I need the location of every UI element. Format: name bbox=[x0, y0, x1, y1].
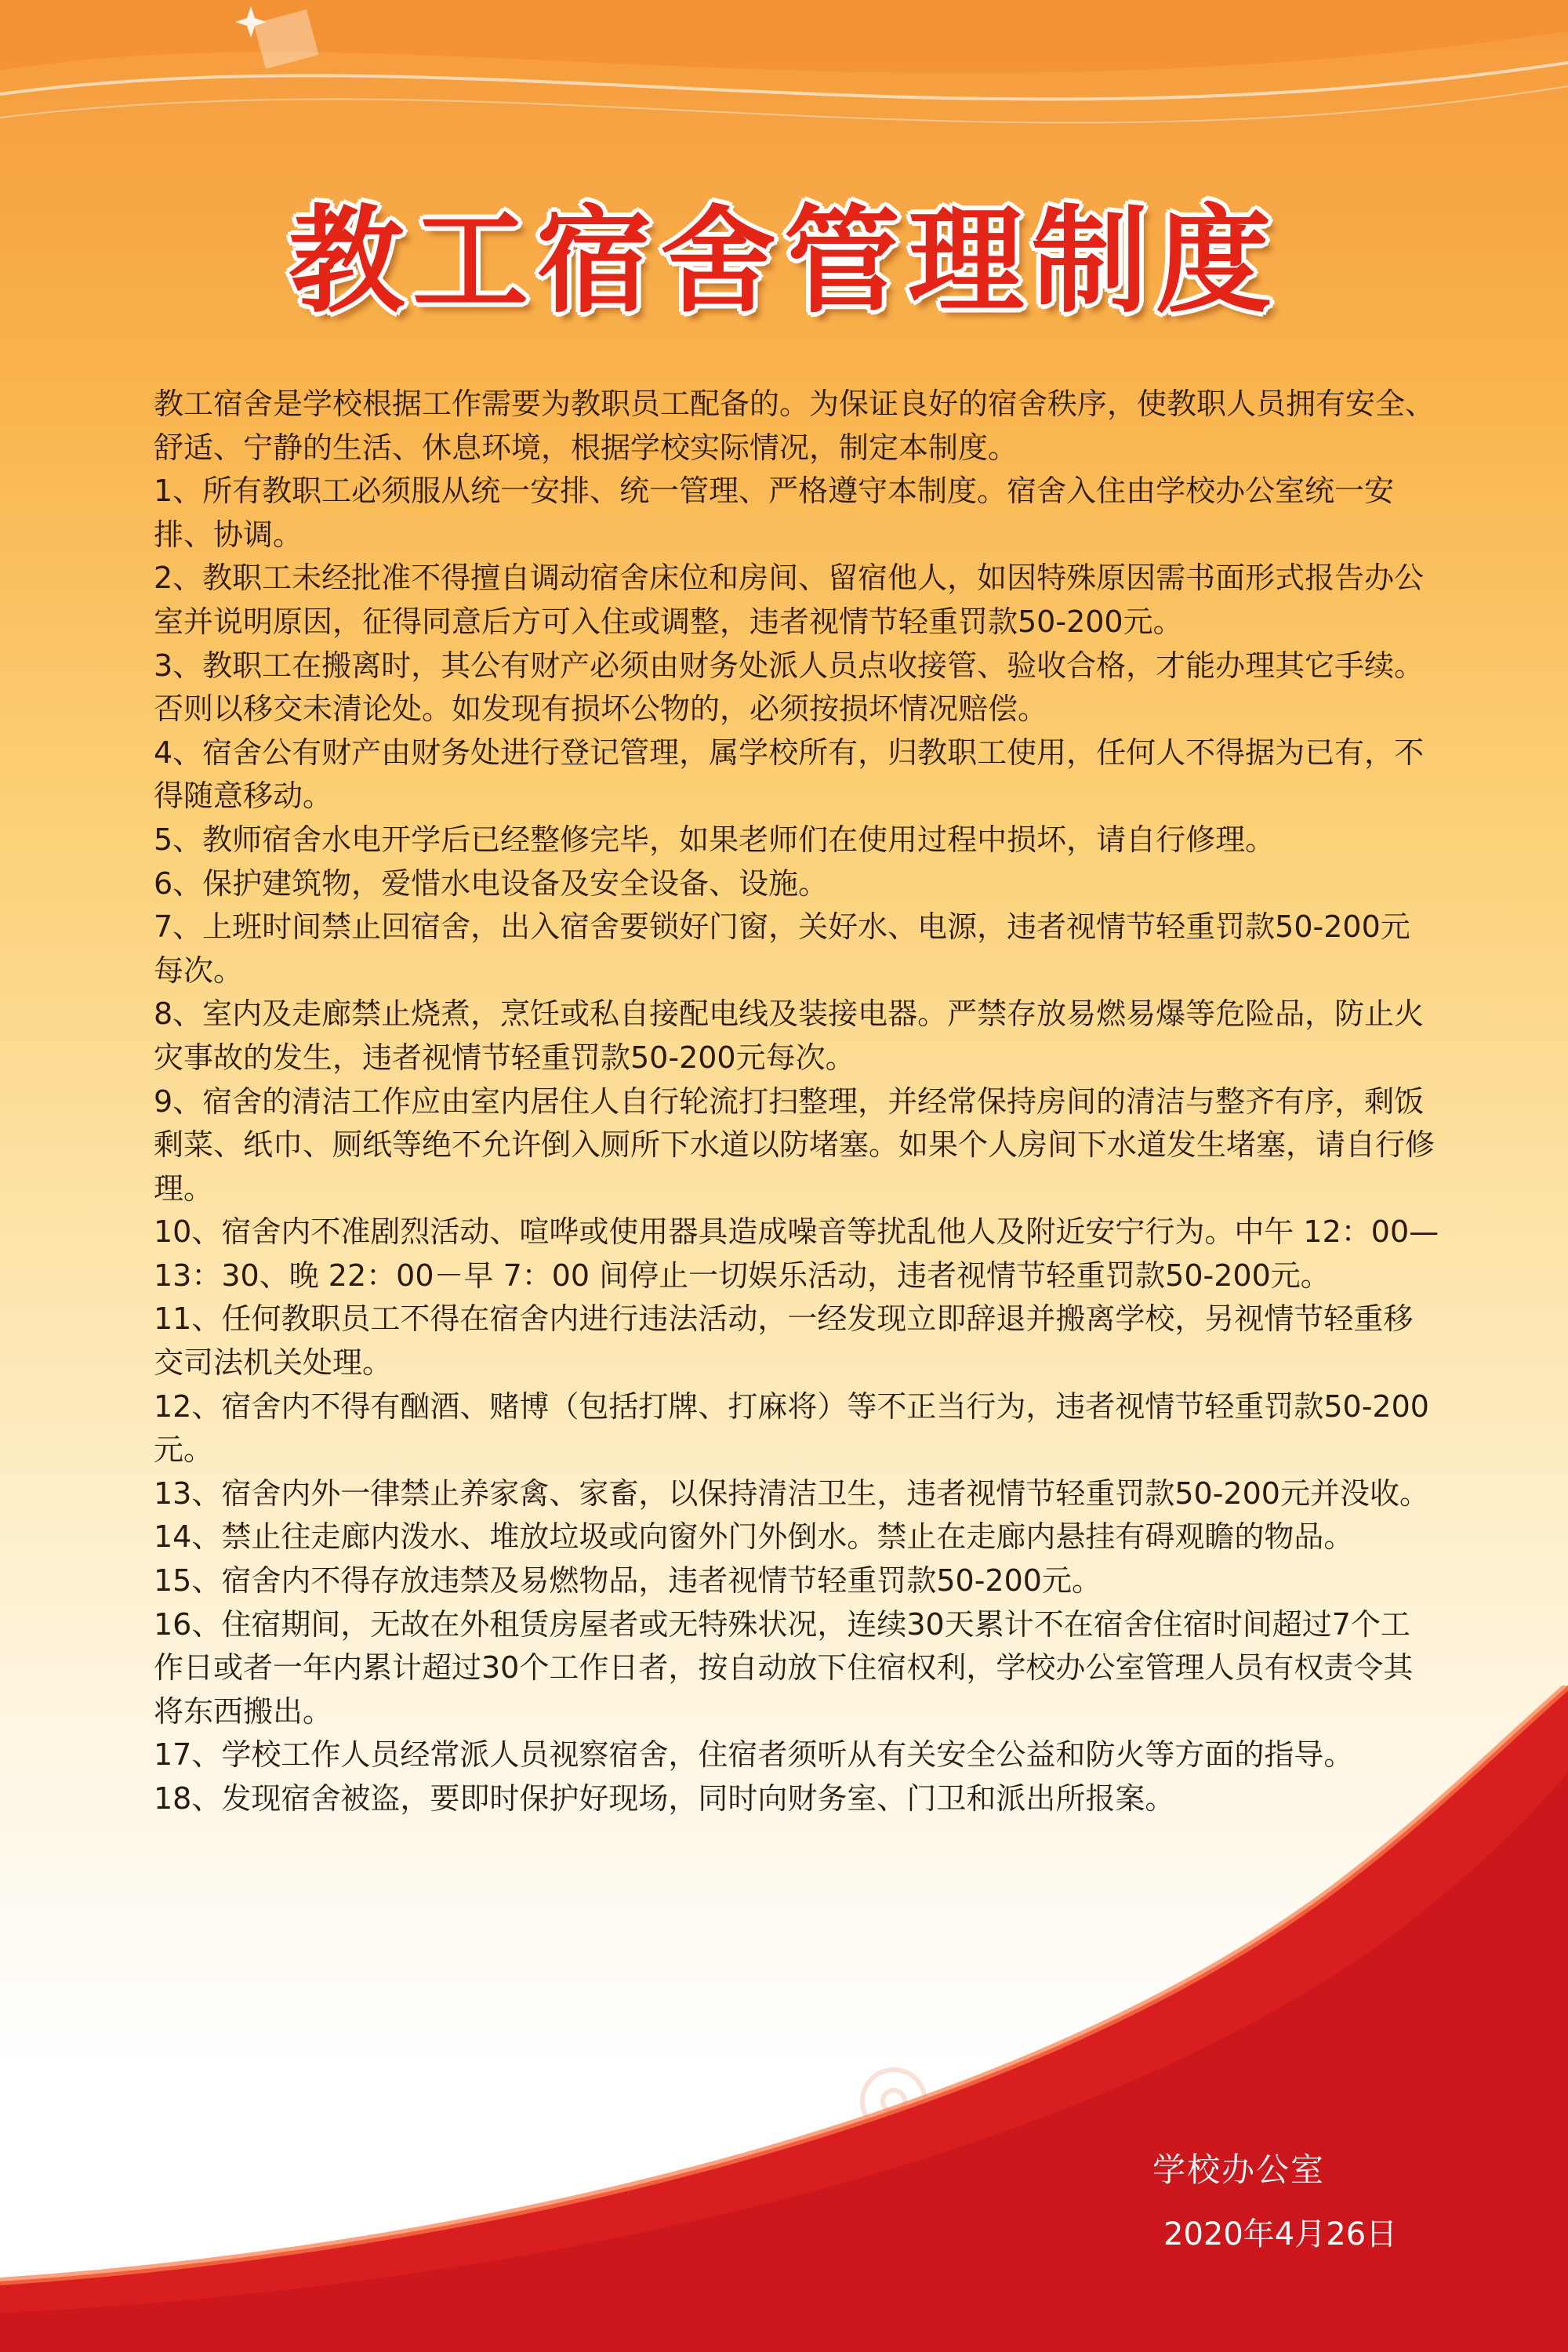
page-title: 教工宿舍管理制度 bbox=[289, 194, 1279, 328]
rule-item: 12、宿舍内不得有酗酒、赌博（包括打牌、打麻将）等不正当行为，违者视情节轻重罚款50-200元。 bbox=[154, 1388, 1429, 1468]
rule-item: 1、所有教职工必须服从统一安排、统一管理、严格遵守本制度。宿舍入住由学校办公室统一安排、协调。 bbox=[154, 474, 1395, 552]
rule-item: 5、教师宿舍水电开学后已经整修完毕，如果老师们在使用过程中损坏，请自行修理。 bbox=[154, 822, 1276, 857]
rule-item: 17、学校工作人员经常派人员视察宿舍，住宿者须听从有关安全公益和防火等方面的指导。 bbox=[154, 1737, 1354, 1773]
rule-item: 15、宿舍内不得存放违禁及易燃物品，违者视情节轻重罚款50-200元。 bbox=[154, 1563, 1102, 1599]
footer-date: 2020年4月26日 bbox=[1163, 2216, 1398, 2252]
rule-item: 16、住宿期间，无故在外租赁房屋者或无特殊状况，连续30天累计不在宿舍住宿时间超过7个工作日或者一年内累计超过30个工作日者，按自动放下住宿权利，学校办公室管理人员有权责令其将东西搬出。 bbox=[154, 1606, 1414, 1729]
rules-content bbox=[154, 383, 1439, 1821]
rule-item: 18、发现宿舍被盗，要即时保护好现场，同时向财务室、门卫和派出所报案。 bbox=[154, 1781, 1175, 1816]
rule-item: 9、宿舍的清洁工作应由室内居住人自行轮流打扫整理，并经常保持房间的清洁与整齐有序，剩饭剩菜、纸巾、厕纸等绝不允许倒入厕所下水道以防堵塞。如果个人房间下水道发生堵塞，请自行修理。 bbox=[154, 1083, 1436, 1206]
rule-item: 11、任何教职员工不得在宿舍内进行违法活动，一经发现立即辞退并搬离学校，另视情节轻重移交司法机关处理。 bbox=[154, 1301, 1414, 1381]
rule-item: 13、宿舍内外一律禁止养家禽、家畜，以保持清洁卫生，违者视情节轻重罚款50-200元并没收。 bbox=[154, 1475, 1429, 1511]
rule-item: 3、教职工在搬离时，其公有财产必须由财务处派人员点收接管、验收合格，才能办理其它手续。否则以移交未清论处。如发现有损坏公物的，必须按损坏情况赔偿。 bbox=[154, 648, 1425, 727]
top-swoosh-decoration bbox=[0, 0, 1568, 188]
rule-item: 4、宿舍公有财产由财务处进行登记管理，属学校所有，归教职工使用，任何人不得据为已有，不得随意移动。 bbox=[154, 735, 1425, 814]
rule-item: 2、教职工未经批准不得擅自调动宿舍床位和房间、留宿他人，如因特殊原因需书面形式报告办公室并说明原因，征得同意后方可入住或调整，违者视情节轻重罚款50-200元。 bbox=[154, 561, 1425, 639]
rule-item: 7、上班时间禁止回宿舍，出入宿舍要锁好门窗，关好水、电源，违者视情节轻重罚款50-200元每次。 bbox=[154, 909, 1410, 988]
rule-item: 10、宿舍内不准剧烈活动、喧哗或使用器具造成噪音等扰乱他人及附近安宁行为。中午 12：00—13：30、晚 22：00－早 7：00 间停止一切娱乐活动，违者视情节轻重罚款50-200元。 bbox=[154, 1214, 1439, 1293]
rule-item: 6、保护建筑物，爱惜水电设备及安全设备、设施。 bbox=[154, 866, 829, 901]
rule-item: 8、室内及走廊禁止烧煮，烹饪或私自接配电线及装接电器。严禁存放易燃易爆等危险品，防止火灾事故的发生，违者视情节轻重罚款50-200元每次。 bbox=[154, 996, 1425, 1075]
footer-office: 学校办公室 bbox=[1152, 2151, 1326, 2189]
rule-item: 14、禁止往走廊内泼水、堆放垃圾或向窗外门外倒水。禁止在走廊内悬挂有碍观瞻的物品。 bbox=[154, 1519, 1354, 1555]
intro-paragraph: 教工宿舍是学校根据工作需要为教职员工配备的。为保证良好的宿舍秩序，使教职人员拥有安全、舒适、宁静的生活、休息环境，根据学校实际情况，制定本制度。 bbox=[154, 387, 1436, 465]
